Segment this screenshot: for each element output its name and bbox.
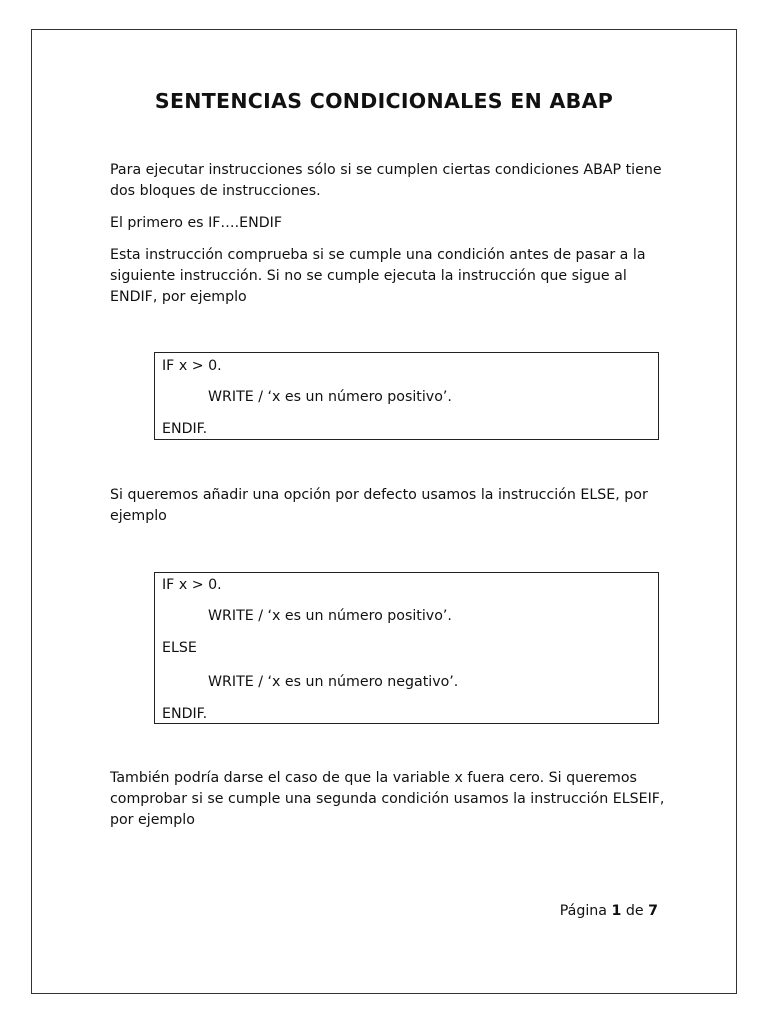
code-line: WRITE / ‘x es un número positivo’.: [208, 389, 452, 405]
paragraph-if-endif: El primero es IF….ENDIF: [110, 215, 282, 231]
code-example-if: [154, 352, 659, 440]
total-pages: 7: [648, 903, 658, 919]
paragraph-elseif: También podría darse el caso de que la variable x fuera cero. Si queremos comprobar si se cumple una segunda condición usamos la instrucción ELSEIF, por ejemplo: [110, 770, 665, 828]
code-line: ENDIF.: [162, 421, 208, 437]
code-example-if-else: [154, 572, 659, 724]
code-line: IF x > 0.: [162, 358, 222, 374]
code-line: ENDIF.: [162, 706, 208, 722]
page-label: Página: [559, 903, 607, 919]
code-line: WRITE / ‘x es un número positivo’.: [208, 608, 452, 624]
current-page: 1: [611, 903, 622, 919]
code-line: WRITE / ‘x es un número negativo’.: [208, 674, 459, 690]
paragraph-intro: Para ejecutar instrucciones sólo si se cumplen ciertas condiciones ABAP tiene dos bloques de instrucciones.: [110, 162, 662, 199]
document-title: SENTENCIAS CONDICIONALES EN ABAP: [154, 89, 614, 113]
paragraph-else: Si queremos añadir una opción por defecto usamos la instrucción ELSE, por ejemplo: [110, 487, 648, 524]
page-number: [560, 901, 658, 921]
code-line: ELSE: [162, 640, 197, 656]
of-label: de: [625, 903, 644, 919]
paragraph-if-explanation: Esta instrucción comprueba si se cumple una condición antes de pasar a la siguiente instrucción. Si no se cumple ejecuta la instrucción que sigue al ENDIF, por ejemplo: [110, 247, 646, 305]
code-line: IF x > 0.: [162, 577, 222, 593]
